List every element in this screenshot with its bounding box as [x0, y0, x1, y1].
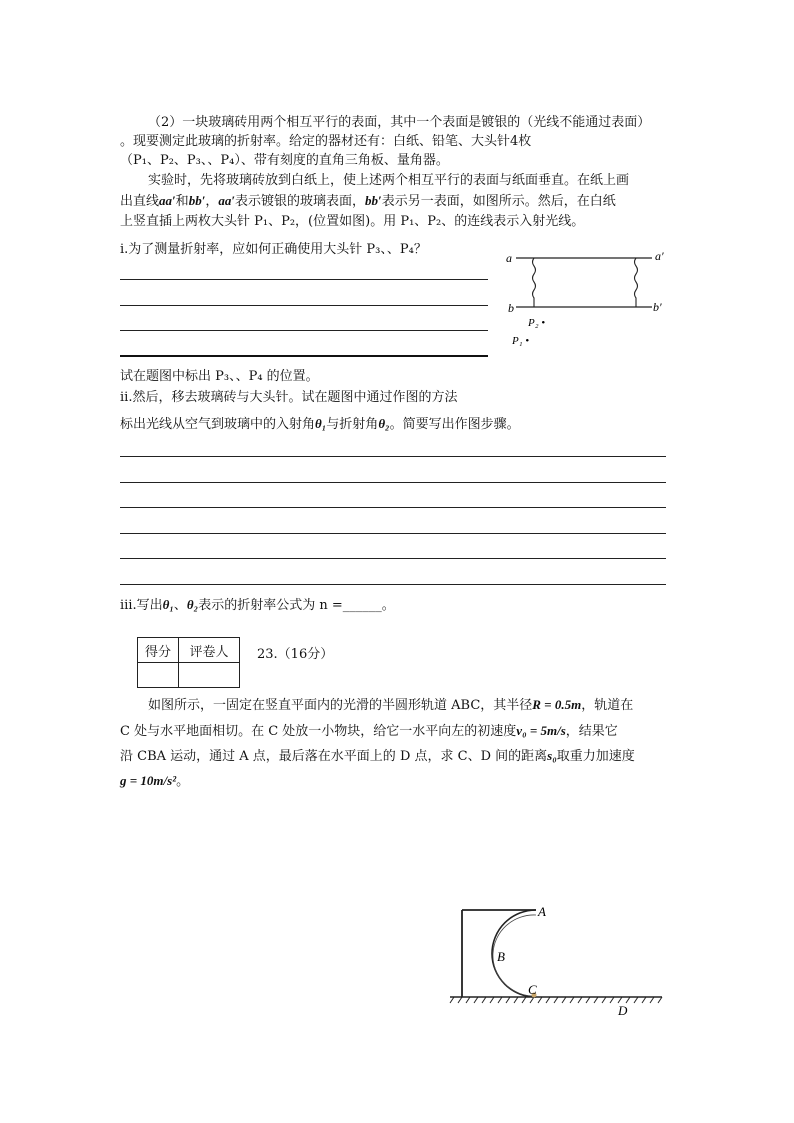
- q23-line-1: 如图所示，一固定在竖直平面内的光滑的半圆形轨道 ABC，其半径R = 0.5m，轨道在: [148, 697, 634, 713]
- score-header: 得分: [138, 638, 179, 663]
- score-table: [137, 637, 240, 688]
- intro-line-6: 上竖直插上两枚大头针 P₁、P₂，(位置如图)。用 P₁、P₂、的连线表示入射光线。: [120, 214, 585, 229]
- label-C: C: [528, 982, 537, 997]
- question-i: ⅰ.为了测量折射率，应如何正确使用大头针 P₃、、P₄？: [120, 242, 427, 257]
- label-a: a: [506, 251, 512, 265]
- answer-line[interactable]: [120, 456, 666, 457]
- intro-line-3: （P₁、P₂、P₃、、P₄）、带有刻度的直角三角板、量角器。: [120, 153, 449, 168]
- answer-line[interactable]: [120, 533, 666, 534]
- q23-line-3: 沿 CBA 运动，通过 A 点，最后落在水平面上的 D 点，求 C、D 间的距离s₀取重力加速度: [120, 748, 635, 764]
- reviewer-header: 评卷人: [179, 638, 240, 663]
- formula-blank[interactable]: ______: [342, 598, 382, 613]
- q23-line-4: g = 10m/s²。: [120, 773, 190, 789]
- answer-line[interactable]: [120, 482, 666, 483]
- label-D: D: [618, 1003, 628, 1018]
- reviewer-cell[interactable]: [179, 663, 240, 688]
- label-B: B: [497, 949, 505, 964]
- label-b: b: [508, 301, 514, 315]
- label-p2: P₂ •: [528, 317, 546, 329]
- answer-line[interactable]: [120, 558, 666, 559]
- intro-line-4: 实验时，先将玻璃砖放到白纸上，使上述两个相互平行的表面与纸面垂直。在纸上画: [148, 173, 630, 188]
- q23-line-2: C 处与水平地面相切。在 C 处放一小物块，给它一水平向左的初速度v₀ = 5m/s，结果它: [120, 723, 618, 739]
- label-A: A: [538, 904, 546, 919]
- intro-line-2: 。现要测定此玻璃的折射率。给定的器材还有：白纸、铅笔、大头针4枚: [120, 134, 532, 149]
- label-p1: P₁ •: [512, 335, 530, 347]
- answer-line[interactable]: [120, 279, 488, 280]
- question-ii-line-1: ⅱ.然后，移去玻璃砖与大头针。试在题图中通过作图的方法: [120, 390, 458, 405]
- glass-brick-figure: [500, 245, 690, 355]
- answer-line[interactable]: [120, 507, 666, 508]
- question-iii: ⅲ.写出θ₁、θ₂表示的折射率公式为 n =______。: [120, 597, 395, 613]
- score-cell[interactable]: [138, 663, 179, 688]
- answer-line[interactable]: [120, 330, 488, 331]
- question-23-header: 23.（16分）: [257, 647, 334, 662]
- label-b-prime: b′: [653, 300, 662, 314]
- question-ii-line-2: 标出光线从空气到玻璃中的入射角θ₁与折射角θ₂。简要写出作图步骤。: [120, 416, 520, 432]
- intro-line-1: （2）一块玻璃砖用两个相互平行的表面，其中一个表面是镀银的（光线不能通过表面）: [148, 115, 651, 130]
- answer-line[interactable]: [120, 305, 488, 306]
- intro-line-5: 出直线aa′和bb′，aa′表示镀银的玻璃表面，bb′表示另一表面，如图所示。然后，在白纸: [120, 193, 616, 209]
- track-figure: [448, 900, 668, 1020]
- answer-line[interactable]: [120, 355, 488, 357]
- answer-line[interactable]: [120, 584, 666, 585]
- question-i-mark: 试在题图中标出 P₃、、P₄ 的位置。: [120, 369, 319, 384]
- label-a-prime: a′: [655, 249, 664, 263]
